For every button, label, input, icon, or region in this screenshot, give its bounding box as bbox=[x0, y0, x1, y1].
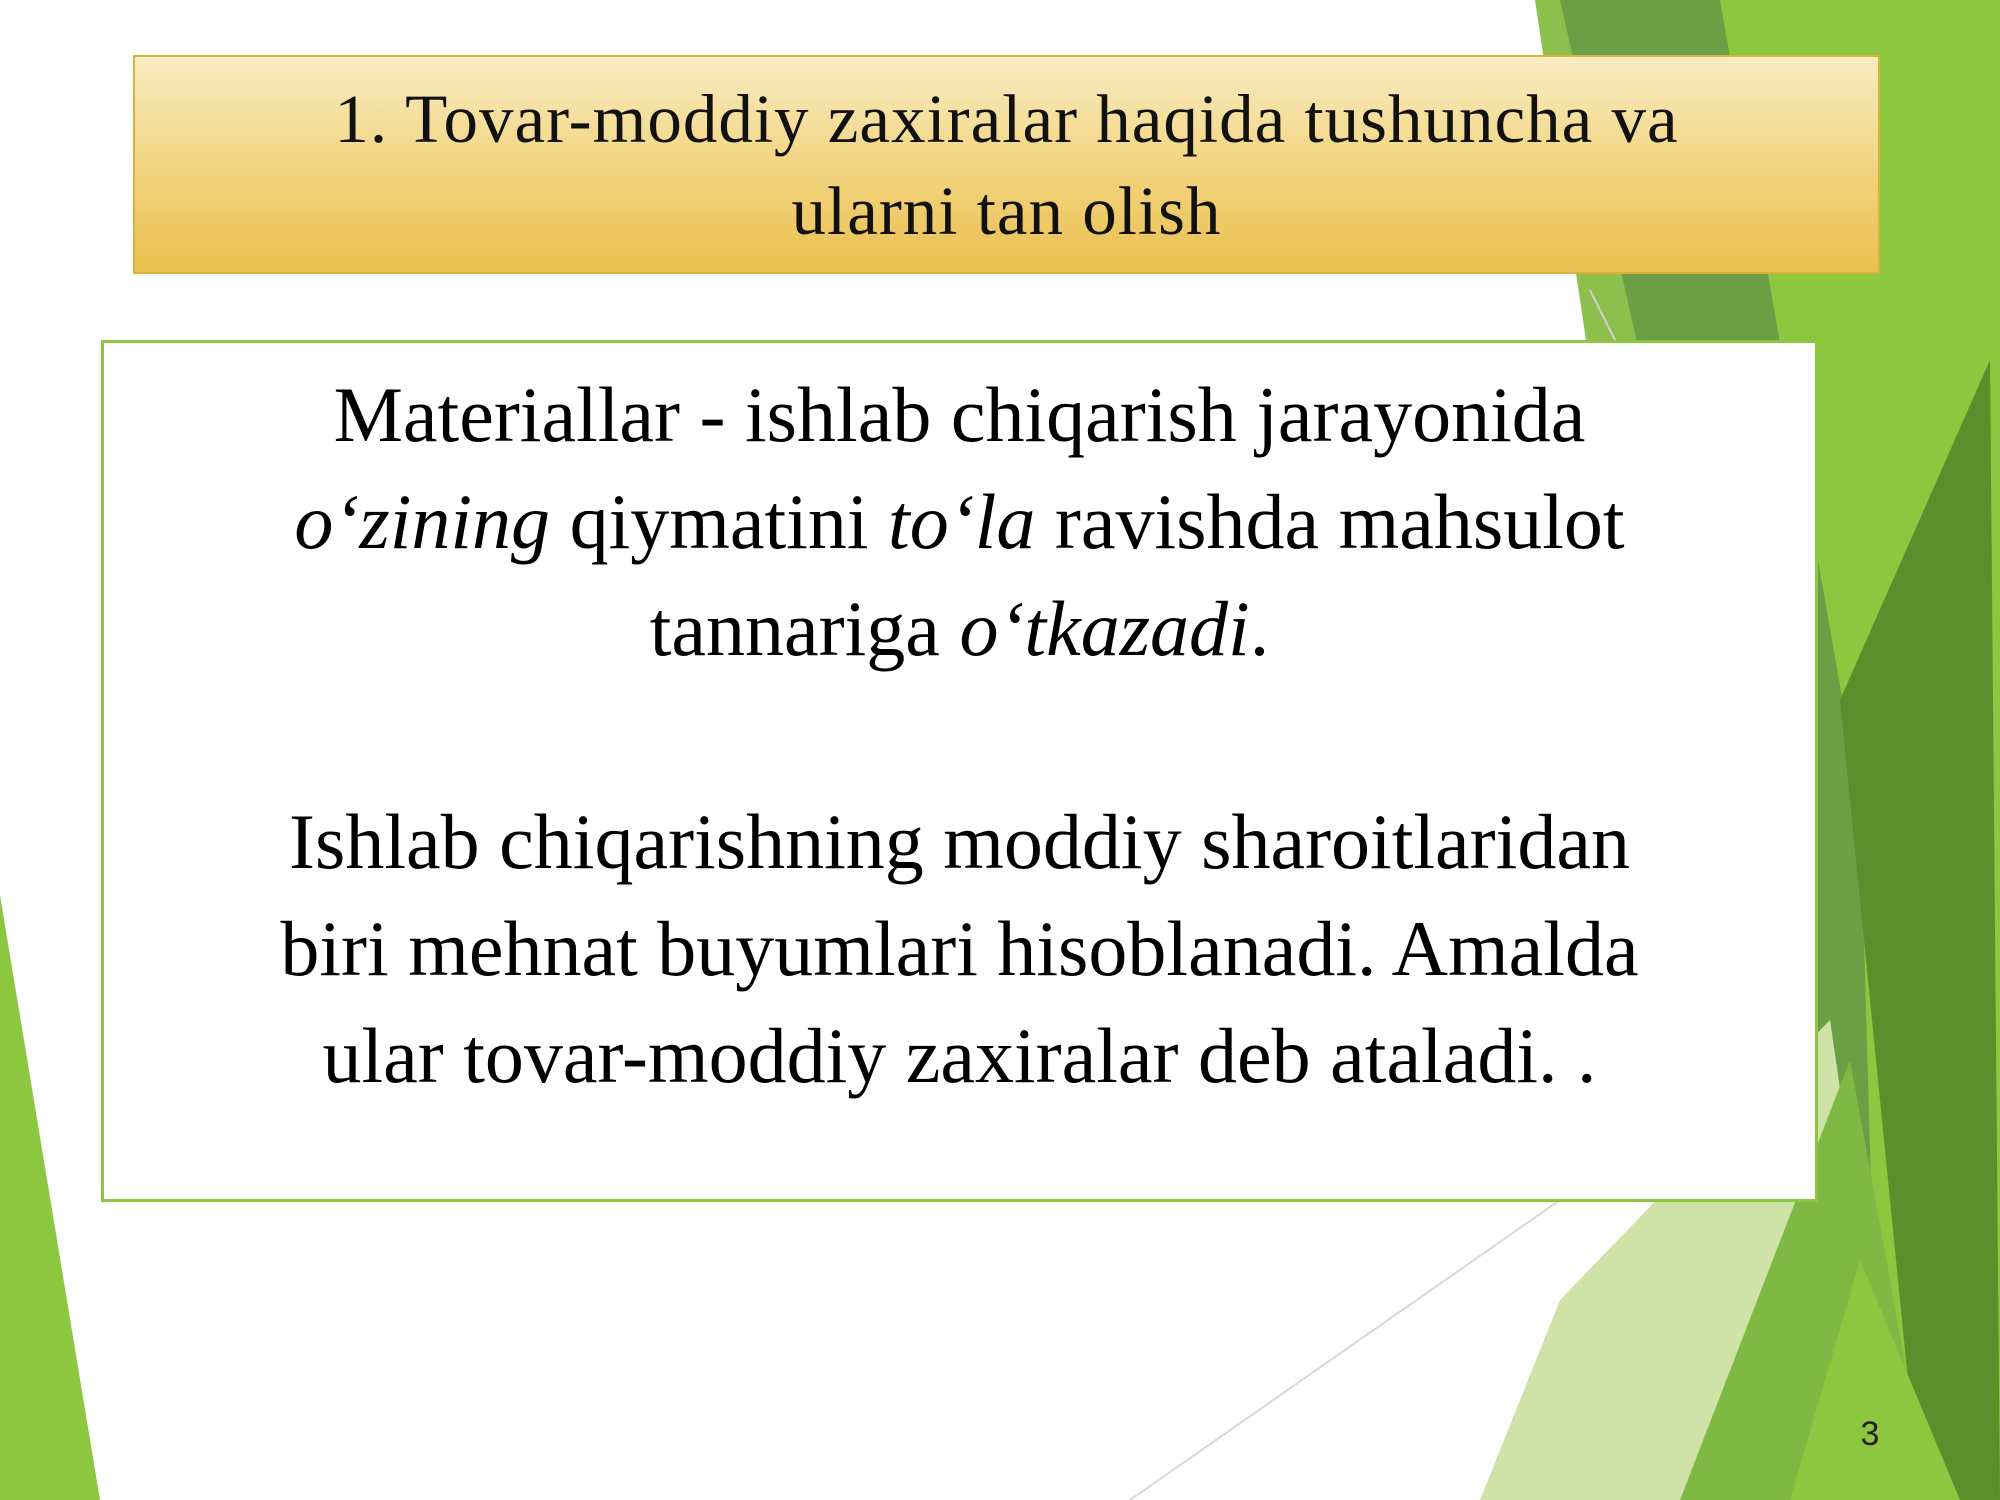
explanation-line-1: Ishlab chiqarishning moddiy sharoitlaridan bbox=[289, 798, 1630, 885]
definition-line-2 bbox=[104, 468, 1815, 575]
italic-word-tola: to‘la bbox=[888, 478, 1036, 565]
text-ravishda: ravishda mahsulot bbox=[1035, 478, 1625, 565]
thin-bottom-line bbox=[1130, 1200, 1560, 1500]
text-qiymatini: qiymatini bbox=[550, 478, 889, 565]
title-line-1: 1. Tovar-moddiy zaxiralar haqida tushuncha va bbox=[334, 80, 1679, 157]
slide-title bbox=[334, 73, 1678, 257]
definition-paragraph bbox=[104, 361, 1815, 682]
text-tannariga: tannariga bbox=[649, 585, 960, 672]
page-number: 3 bbox=[1860, 1415, 1880, 1453]
explanation-line-3: ular tovar-moddiy zaxiralar deb ataladi. . bbox=[322, 1012, 1597, 1099]
italic-word-otkazadi: o‘tkazadi bbox=[959, 585, 1250, 672]
title-banner bbox=[133, 55, 1880, 274]
explanation-line-2: biri mehnat buyumlari hisoblanadi. Amalda bbox=[280, 905, 1639, 992]
italic-word-ozining: o‘zining bbox=[294, 478, 551, 565]
definition-line-1: Materiallar - ishlab chiqarish jarayonida bbox=[333, 371, 1586, 458]
definition-line-3 bbox=[104, 575, 1815, 682]
content-box bbox=[101, 340, 1818, 1202]
title-line-2: ularni tan olish bbox=[791, 172, 1222, 249]
explanation-paragraph bbox=[104, 788, 1815, 1109]
left-green-sliver bbox=[0, 895, 100, 1500]
text-period: . bbox=[1249, 585, 1270, 672]
